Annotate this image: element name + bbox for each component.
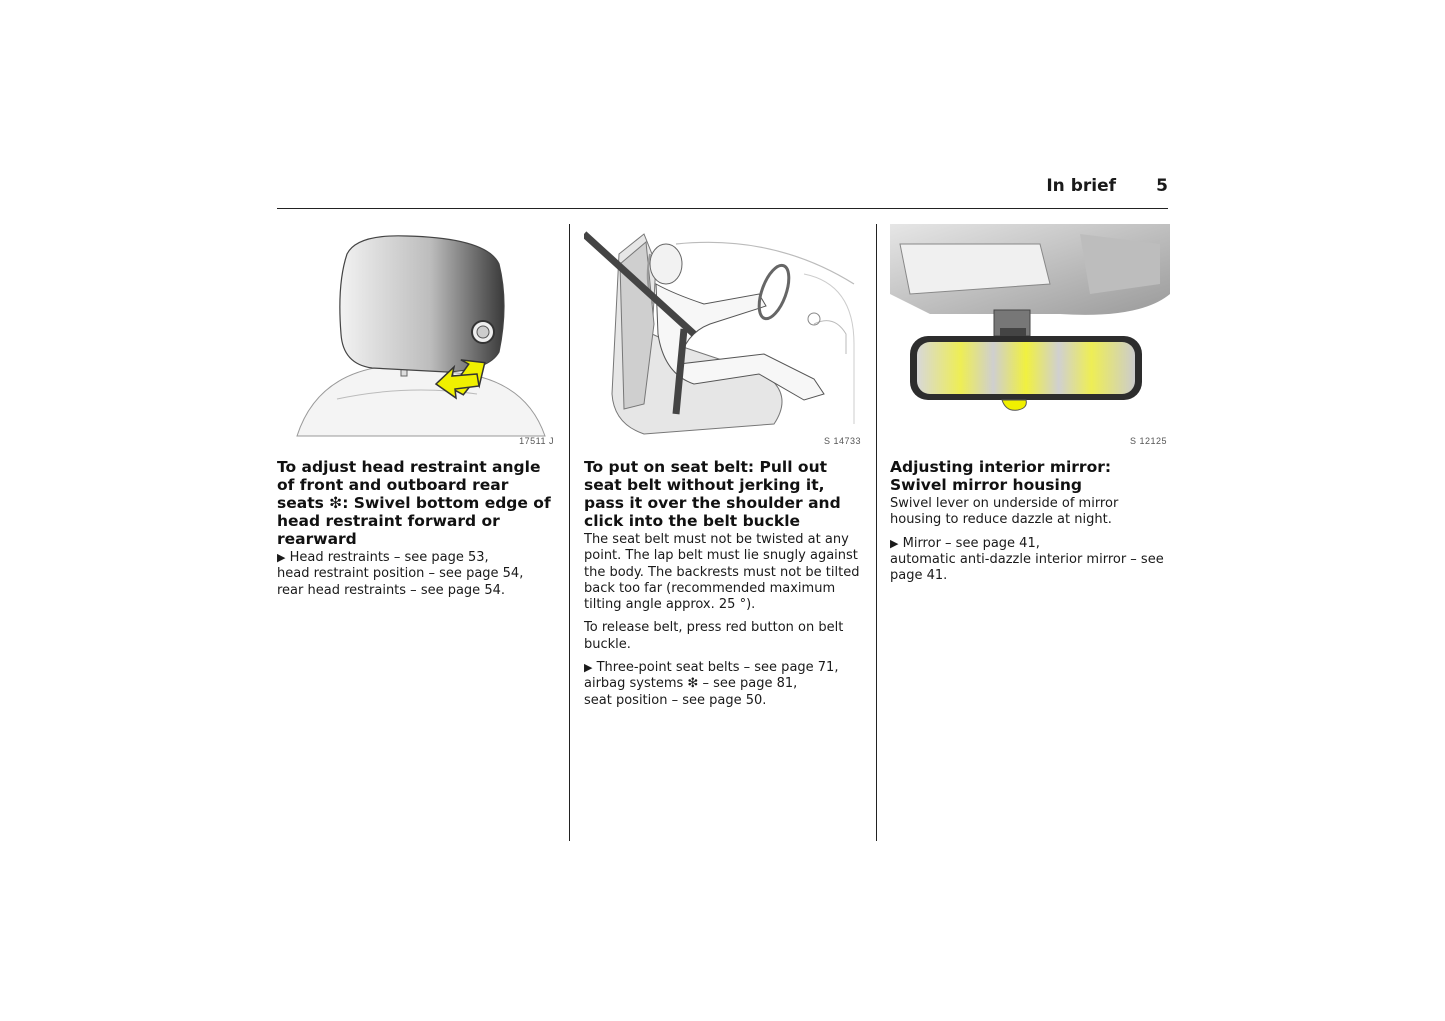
image-code: 17511 J	[519, 436, 554, 446]
heading-seat-belt: To put on seat belt: Pull out seat belt without jerking it, pass it over the shoulder and click into the belt buckle	[584, 458, 841, 530]
arrow-right-icon: ▶	[584, 661, 593, 675]
reference-line: airbag systems ❇ – see page 81,	[584, 676, 798, 692]
interior-mirror-illustration	[890, 224, 1170, 446]
paragraph-interior-mirror: Swivel lever on underside of mirror housing to reduce dazzle at night.	[890, 496, 1119, 528]
reference-line: automatic anti-dazzle interior mirror – see page 41.	[890, 551, 1164, 584]
page-number: 5	[1156, 176, 1168, 196]
seat-belt-illustration	[584, 224, 864, 446]
reference-line: Three-point seat belts – see page 71,	[596, 660, 839, 676]
column-seat-belt	[584, 224, 864, 716]
reference-line: head restraint position – see page 54,	[277, 566, 524, 582]
arrow-right-icon: ▶	[890, 536, 899, 550]
paragraph-seat-belt-2: To release belt, press red button on belt buckle.	[584, 620, 844, 652]
image-code: S 14733	[823, 436, 861, 446]
column-interior-mirror	[890, 224, 1170, 591]
arrow-right-icon: ▶	[277, 551, 286, 564]
reference-line: seat position – see page 50.	[584, 692, 767, 708]
column-divider-2	[876, 224, 877, 841]
header-rule	[277, 208, 1168, 209]
references-interior-mirror	[890, 536, 1170, 585]
heading-head-restraint: To adjust head restraint angle of front and outboard rear seats ❇: Swivel bottom edge of head restraint forward or rearward	[277, 458, 551, 548]
reference-line: rear head restraints – see page 54.	[277, 582, 505, 598]
head-restraint-illustration	[277, 224, 557, 446]
column-head-restraint	[277, 224, 557, 606]
image-code: S 12125	[1129, 436, 1167, 446]
page-header	[277, 176, 1168, 198]
heading-interior-mirror: Adjusting interior mirror: Swivel mirror housing	[890, 458, 1112, 494]
references-seat-belt	[584, 660, 864, 709]
section-title: In brief	[1046, 176, 1116, 196]
references-head-restraint	[277, 550, 557, 599]
paragraph-seat-belt-1: The seat belt must not be twisted at any point. The lap belt must lie snugly against the body. The backrests must not be tilted back too far (recommended maximum tilting angle approx. 25 °).	[584, 532, 860, 613]
reference-line: Mirror – see page 41,	[902, 535, 1040, 551]
reference-line: Head restraints – see page 53,	[289, 550, 489, 565]
column-divider-1	[569, 224, 570, 841]
